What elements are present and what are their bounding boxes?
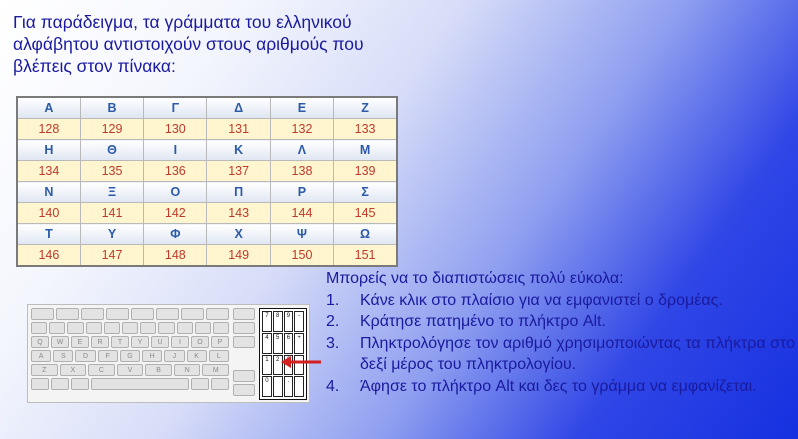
keyboard-key: Z bbox=[31, 364, 58, 376]
numpad-key: 9 bbox=[284, 311, 294, 332]
letter-cell: Λ bbox=[270, 140, 333, 161]
code-cell: 136 bbox=[144, 161, 207, 182]
space-bar bbox=[91, 378, 189, 390]
table-letter-row bbox=[17, 97, 397, 119]
letter-cell: Β bbox=[80, 97, 143, 119]
letter-cell: Ζ bbox=[334, 97, 397, 119]
keyboard-key bbox=[67, 322, 83, 334]
keyboard-key bbox=[106, 308, 129, 320]
letter-cell: Ν bbox=[17, 182, 80, 203]
keyboard-key: K bbox=[187, 350, 207, 362]
keyboard-key: N bbox=[174, 364, 201, 376]
step-number: 2. bbox=[326, 313, 340, 330]
keyboard-key: G bbox=[120, 350, 140, 362]
keyboard-key bbox=[49, 322, 65, 334]
keyboard-key bbox=[233, 336, 255, 348]
code-cell: 128 bbox=[17, 119, 80, 140]
letter-cell: Γ bbox=[144, 97, 207, 119]
numpad-key: 4 bbox=[262, 333, 272, 354]
keyboard-key bbox=[177, 322, 193, 334]
instruction-step bbox=[326, 311, 796, 333]
keyboard-key bbox=[156, 308, 179, 320]
keyboard-key: T bbox=[111, 336, 129, 348]
windows-key-icon bbox=[51, 378, 69, 390]
intro-line-3: βλέπεις στον πίνακα: bbox=[13, 56, 176, 76]
numpad-key: . bbox=[284, 376, 294, 397]
keyboard-key bbox=[71, 378, 89, 390]
intro-text bbox=[13, 11, 403, 77]
numpad-key: 2 bbox=[273, 355, 283, 376]
numpad-key: 0 bbox=[262, 376, 272, 397]
code-cell: 151 bbox=[334, 245, 397, 267]
letter-cell: Κ bbox=[207, 140, 270, 161]
keyboard-function-row bbox=[31, 308, 229, 320]
letter-cell: Χ bbox=[207, 224, 270, 245]
code-cell: 132 bbox=[270, 119, 333, 140]
keyboard-key bbox=[31, 322, 47, 334]
numpad-key bbox=[273, 376, 283, 397]
code-cell: 143 bbox=[207, 203, 270, 224]
numpad-key: 7 bbox=[262, 311, 272, 332]
instruction-step bbox=[326, 376, 796, 398]
step-text: Πληκτρολόγησε τον αριθμό χρησιμοποιώντας τα πλήκτρα στο δεξί μέρος του πληκτρολογίου. bbox=[360, 334, 795, 373]
table-letter-row bbox=[17, 182, 397, 203]
code-cell: 139 bbox=[334, 161, 397, 182]
keyboard-key bbox=[233, 308, 255, 320]
letter-cell: Μ bbox=[334, 140, 397, 161]
keyboard-key: U bbox=[151, 336, 169, 348]
keyboard-key bbox=[56, 308, 79, 320]
keyboard-key: H bbox=[142, 350, 162, 362]
letter-cell: Δ bbox=[207, 97, 270, 119]
keyboard-number-row bbox=[31, 322, 229, 334]
keyboard-key bbox=[131, 308, 154, 320]
letter-cell: Τ bbox=[17, 224, 80, 245]
keyboard-key bbox=[31, 378, 49, 390]
table-letter-row bbox=[17, 140, 397, 161]
keyboard-key: Y bbox=[131, 336, 149, 348]
keyboard-nav-keys bbox=[233, 308, 255, 400]
step-number: 4. bbox=[326, 377, 340, 395]
table-code-row bbox=[17, 119, 397, 140]
letter-cell: Θ bbox=[80, 140, 143, 161]
letter-cell: Ο bbox=[144, 182, 207, 203]
code-cell: 131 bbox=[207, 119, 270, 140]
keyboard-key: S bbox=[53, 350, 73, 362]
keyboard-key: M bbox=[202, 364, 229, 376]
code-cell: 142 bbox=[144, 203, 207, 224]
keyboard-key bbox=[195, 322, 211, 334]
letter-cell: Φ bbox=[144, 224, 207, 245]
intro-line-1: Για παράδειγμα, τα γράμματα του ελληνικού bbox=[13, 12, 352, 32]
letter-cell: Ξ bbox=[80, 182, 143, 203]
code-cell: 148 bbox=[144, 245, 207, 267]
keyboard-key bbox=[31, 308, 54, 320]
keyboard-key: L bbox=[209, 350, 229, 362]
table-code-row bbox=[17, 161, 397, 182]
instructions-header: Μπορείς να το διαπιστώσεις πολύ εύκολα: bbox=[326, 270, 624, 287]
keyboard-key bbox=[104, 322, 120, 334]
letter-cell: Ι bbox=[144, 140, 207, 161]
letter-cell: Ω bbox=[334, 224, 397, 245]
instruction-step bbox=[326, 290, 796, 312]
keyboard-image bbox=[27, 304, 310, 403]
keyboard-key: W bbox=[51, 336, 69, 348]
keyboard-row-z bbox=[31, 364, 229, 376]
numpad-key: - bbox=[294, 311, 304, 332]
keyboard-key: D bbox=[75, 350, 95, 362]
step-number: 3. bbox=[326, 334, 340, 352]
code-cell: 134 bbox=[17, 161, 80, 182]
keyboard-key: O bbox=[191, 336, 209, 348]
keyboard-space-row bbox=[31, 378, 229, 390]
code-cell: 141 bbox=[80, 203, 143, 224]
intro-line-2: αλφάβητου αντιστοιχούν στους αριθμούς που bbox=[13, 34, 364, 54]
code-cell: 147 bbox=[80, 245, 143, 267]
keyboard-key: C bbox=[88, 364, 115, 376]
code-cell: 137 bbox=[207, 161, 270, 182]
letter-cell: Σ bbox=[334, 182, 397, 203]
keyboard-key: J bbox=[164, 350, 184, 362]
code-cell: 140 bbox=[17, 203, 80, 224]
keyboard-main-keys bbox=[31, 308, 229, 400]
keyboard-key: A bbox=[31, 350, 51, 362]
numeric-keypad bbox=[259, 308, 307, 400]
numpad-key: 8 bbox=[273, 311, 283, 332]
code-cell: 138 bbox=[270, 161, 333, 182]
keyboard-row-q bbox=[31, 336, 229, 348]
code-cell: 130 bbox=[144, 119, 207, 140]
keyboard-key bbox=[191, 378, 209, 390]
keyboard-key bbox=[233, 384, 255, 396]
step-number: 1. bbox=[326, 291, 340, 309]
keyboard-key: P bbox=[211, 336, 229, 348]
keyboard-key: R bbox=[91, 336, 109, 348]
code-cell: 145 bbox=[334, 203, 397, 224]
numpad-key bbox=[294, 376, 304, 397]
code-cell: 150 bbox=[270, 245, 333, 267]
keyboard-key bbox=[158, 322, 174, 334]
letter-cell: Π bbox=[207, 182, 270, 203]
letter-cell: Ρ bbox=[270, 182, 333, 203]
keyboard-key bbox=[81, 308, 104, 320]
numpad-key: 6 bbox=[284, 333, 294, 354]
numpad-key: 5 bbox=[273, 333, 283, 354]
keyboard-key bbox=[122, 322, 138, 334]
keyboard-key: V bbox=[117, 364, 144, 376]
keyboard-key bbox=[86, 322, 102, 334]
keyboard-key bbox=[206, 308, 229, 320]
letter-cell: Ε bbox=[270, 97, 333, 119]
keyboard-key bbox=[140, 322, 156, 334]
code-cell: 133 bbox=[334, 119, 397, 140]
red-arrow-icon bbox=[281, 356, 321, 368]
instructions bbox=[326, 268, 796, 397]
numpad-key: + bbox=[294, 333, 304, 354]
instructions-list bbox=[326, 290, 796, 398]
keyboard-key bbox=[181, 308, 204, 320]
keyboard-key bbox=[211, 378, 229, 390]
keyboard-key: B bbox=[145, 364, 172, 376]
keyboard-key: Q bbox=[31, 336, 49, 348]
code-cell: 135 bbox=[80, 161, 143, 182]
keyboard-key: I bbox=[171, 336, 189, 348]
step-text: Κράτησε πατημένο το πλήκτρο Alt. bbox=[360, 313, 606, 330]
table-code-row bbox=[17, 203, 397, 224]
greek-alphabet-code-table bbox=[16, 96, 398, 267]
letter-cell: Η bbox=[17, 140, 80, 161]
code-cell: 146 bbox=[17, 245, 80, 267]
keyboard-key bbox=[233, 370, 255, 382]
keyboard-key: E bbox=[71, 336, 89, 348]
table-letter-row bbox=[17, 224, 397, 245]
keyboard-key bbox=[233, 322, 255, 334]
code-cell: 144 bbox=[270, 203, 333, 224]
numpad-key: 1 bbox=[262, 355, 272, 376]
keyboard-row-a bbox=[31, 350, 229, 362]
keyboard-key: F bbox=[98, 350, 118, 362]
code-cell: 129 bbox=[80, 119, 143, 140]
step-text: Κάνε κλικ στο πλαίσιο για να εμφανιστεί ο δρομέας. bbox=[360, 291, 723, 309]
step-text: Άφησε το πλήκτρο Alt και δες το γράμμα να εμφανίζεται. bbox=[360, 377, 757, 395]
letter-cell: Α bbox=[17, 97, 80, 119]
keyboard-key: X bbox=[60, 364, 87, 376]
letter-cell: Ψ bbox=[270, 224, 333, 245]
code-cell: 149 bbox=[207, 245, 270, 267]
keyboard-key bbox=[213, 322, 229, 334]
letter-cell: Υ bbox=[80, 224, 143, 245]
table-code-row bbox=[17, 245, 397, 267]
instruction-step bbox=[326, 333, 796, 376]
